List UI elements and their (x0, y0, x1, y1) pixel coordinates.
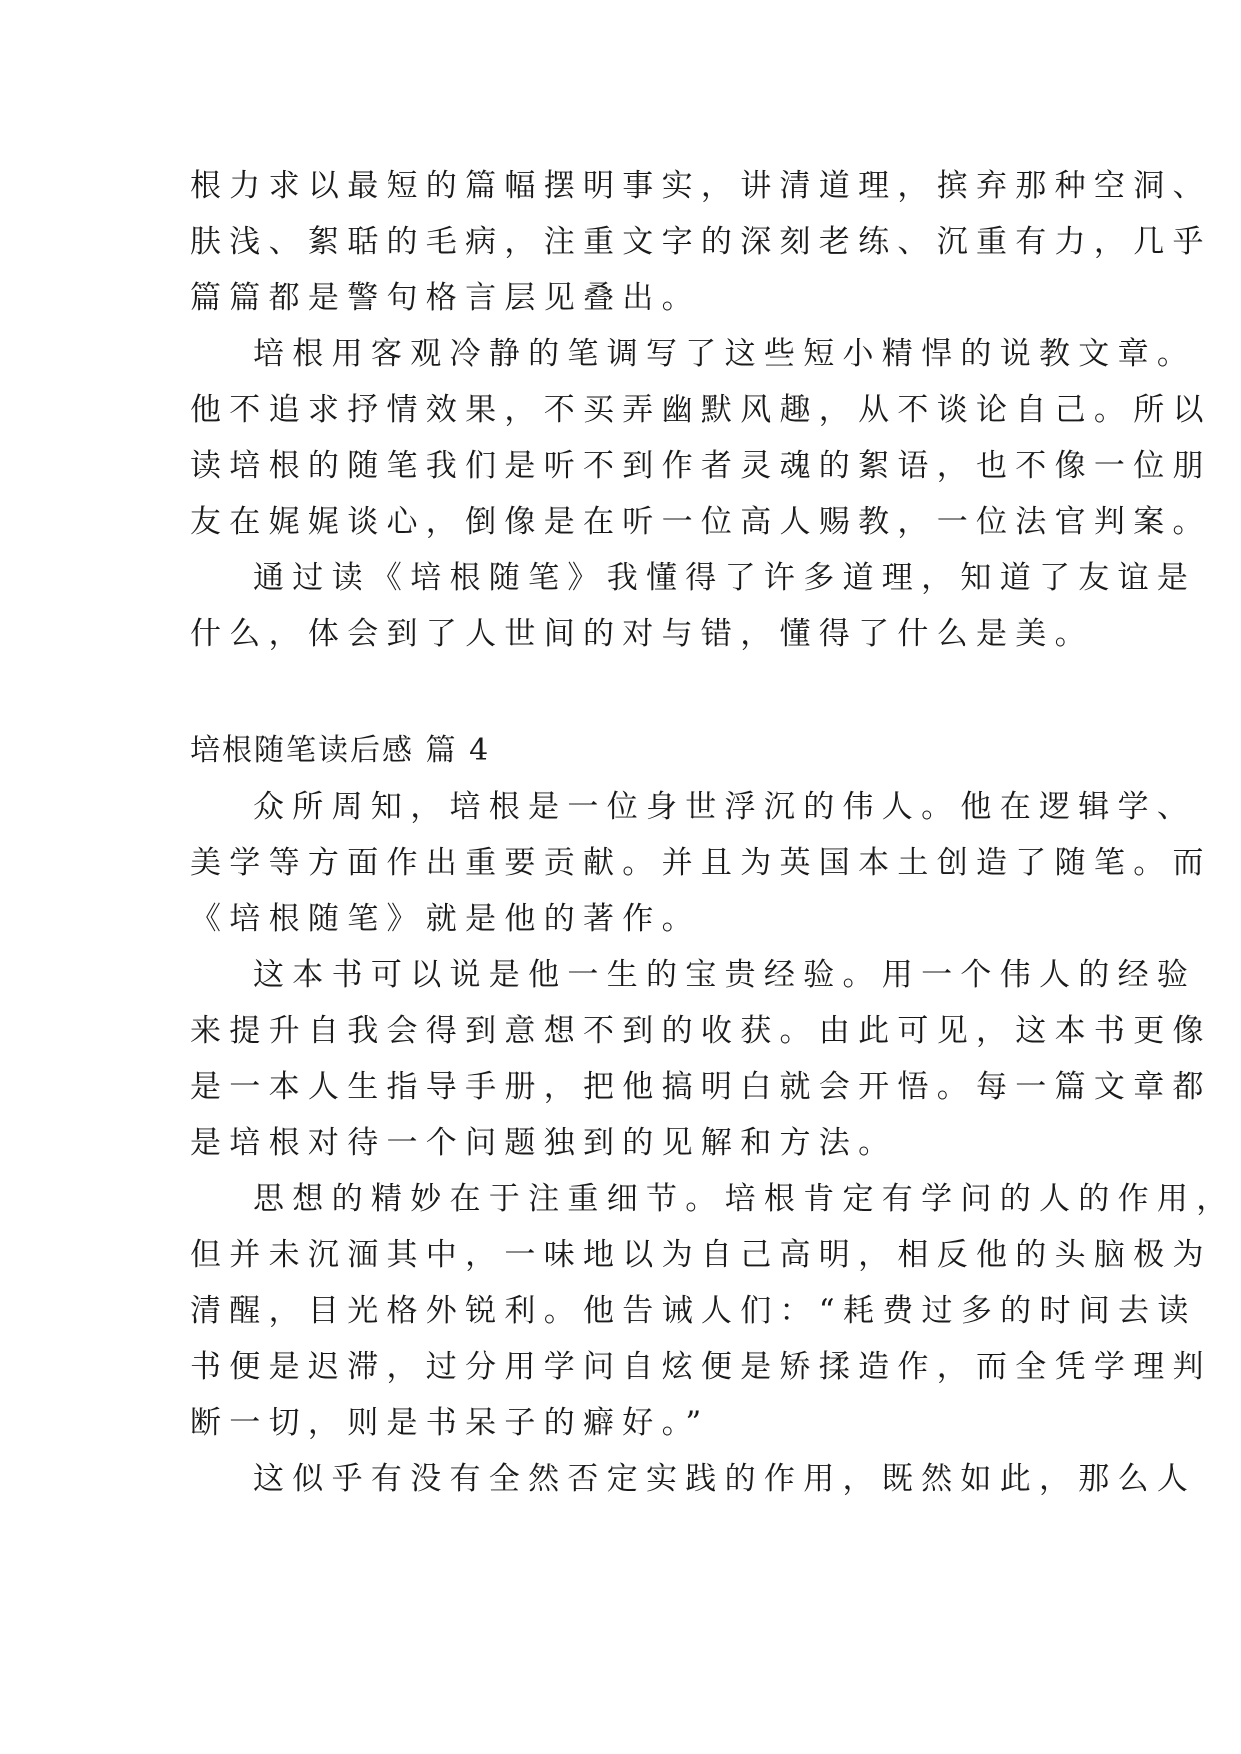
paragraph-line: 书便是迟滞，过分用学问自炫便是矫揉造作，而全凭学理判 (190, 1349, 1212, 1385)
paragraph-line: 是一本人生指导手册，把他搞明白就会开悟。每一篇文章都 (190, 1069, 1212, 1105)
paragraph-line: 什么，体会到了人世间的对与错，懂得了什么是美。 (190, 616, 1094, 652)
paragraph-line: 这本书可以说是他一生的宝贵经验。用一个伟人的经验 (253, 957, 1197, 993)
paragraph-line: 读培根的随笔我们是听不到作者灵魂的絮语，也不像一位朋 (190, 448, 1212, 484)
paragraph-line: 肤浅、絮聒的毛病，注重文字的深刻老练、沉重有力，几乎 (190, 224, 1212, 260)
paragraph-line: 众所周知，培根是一位身世浮沉的伟人。他在逻辑学、 (253, 789, 1197, 825)
paragraph-line: 他不追求抒情效果，不买弄幽默风趣，从不谈论自己。所以 (190, 392, 1212, 428)
paragraph-line: 这似乎有没有全然否定实践的作用，既然如此，那么人 (253, 1461, 1197, 1497)
paragraph-line: 篇篇都是警句格言层见叠出。 (190, 280, 701, 316)
paragraph-line: 清醒，目光格外锐利。他告诫人们：“耗费过多的时间去读 (190, 1293, 1197, 1329)
paragraph-line: 培根用客观冷静的笔调写了这些短小精悍的说教文章。 (253, 336, 1197, 372)
paragraph-line: 来提升自我会得到意想不到的收获。由此可见，这本书更像 (190, 1013, 1212, 1049)
paragraph-line: 通过读《培根随笔》我懂得了许多道理，知道了友谊是 (253, 560, 1197, 596)
paragraph-line: 根力求以最短的篇幅摆明事实，讲清道理，摈弃那种空洞、 (190, 168, 1212, 204)
paragraph-line: 是培根对待一个问题独到的见解和方法。 (190, 1125, 898, 1161)
paragraph-line: 《培根随笔》就是他的著作。 (190, 901, 701, 937)
paragraph-line: 思想的精妙在于注重细节。培根肯定有学问的人的作用， (253, 1181, 1236, 1217)
paragraph-line: 友在娓娓谈心，倒像是在听一位高人赐教，一位法官判案。 (190, 504, 1212, 540)
section-heading: 培根随笔读后感 篇 4 (190, 733, 491, 768)
paragraph-line: 美学等方面作出重要贡献。并且为英国本土创造了随笔。而 (190, 845, 1212, 881)
paragraph-line: 但并未沉湎其中，一味地以为自己高明，相反他的头脑极为 (190, 1237, 1212, 1273)
paragraph-line: 断一切，则是书呆子的癖好。” (190, 1405, 710, 1441)
